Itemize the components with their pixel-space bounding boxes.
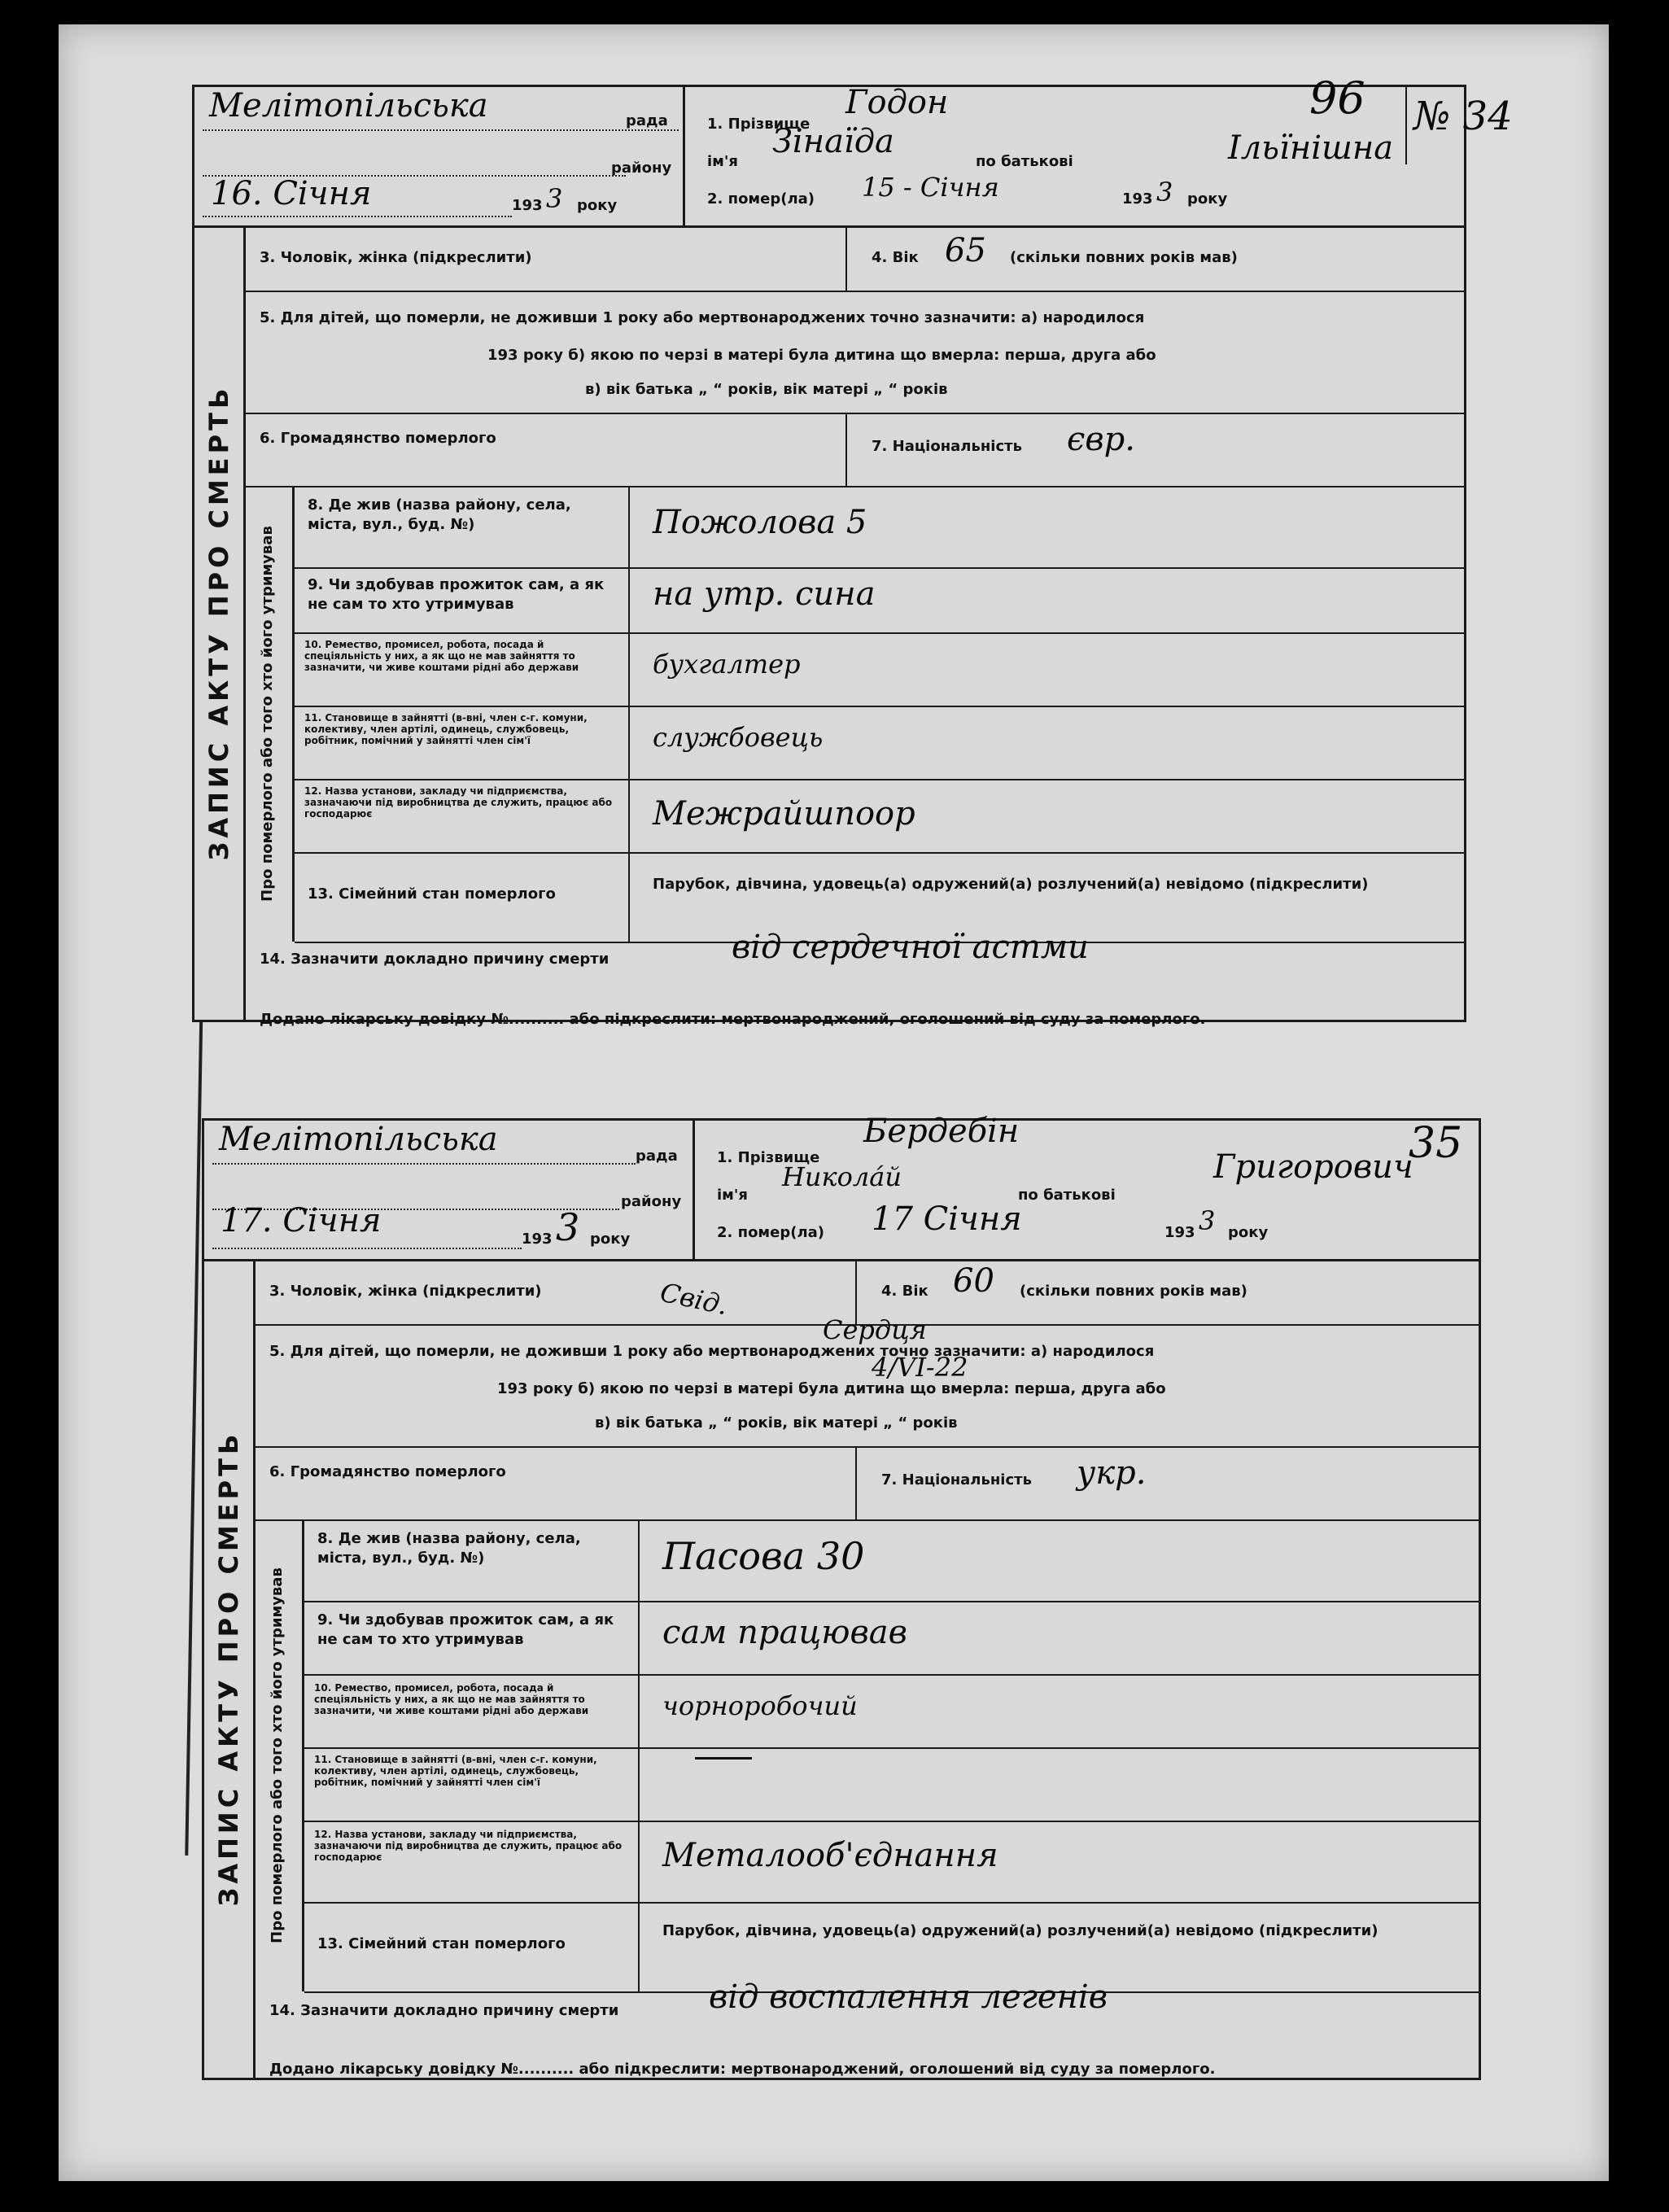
death-date-value: 17 Січня [872, 1200, 1022, 1238]
position-row [304, 1747, 1479, 1822]
surname-label: 1. Прізвище [717, 1149, 820, 1166]
citizenship-cell [253, 1446, 857, 1519]
age-value: 60 [953, 1262, 994, 1300]
cause-label: 14. Зазначити докладно причину смерти [260, 951, 609, 968]
registration-date-value: 17. Січня [221, 1202, 382, 1239]
death-record-card-1 [192, 72, 1513, 1028]
year-prefix: 193 [512, 197, 543, 214]
position-row [295, 706, 1464, 780]
handwritten-note-3: 4/VI-22 [872, 1352, 968, 1383]
residence-value: Пасова 30 [662, 1534, 865, 1578]
support-value: сам працював [662, 1614, 907, 1651]
nationality-value: євр. [1067, 421, 1136, 458]
handwritten-note-2: Сердця [823, 1314, 927, 1345]
footer-note: Додано лікарську довідку №.......... або підкреслити: мертвонароджений, оголошений від суду за померлого. [260, 1011, 1206, 1028]
identity-header [683, 72, 1513, 228]
age-label: 4. Вік [872, 249, 919, 266]
occupation-row [295, 632, 1464, 707]
citizenship-label: 6. Громадянство померлого [260, 430, 496, 447]
position-dash [695, 1757, 752, 1760]
death-year-digit: 3 [1199, 1205, 1216, 1236]
sub-side-column [253, 1519, 304, 1991]
roku-label: року [577, 197, 618, 214]
residence-row [304, 1519, 1479, 1602]
residence-row [295, 486, 1464, 569]
death-year-prefix: 193 [1122, 190, 1153, 208]
occupation-row [304, 1674, 1479, 1749]
name-label: ім'я [707, 153, 738, 170]
age-value: 65 [945, 232, 986, 269]
rada-label: рада [626, 112, 668, 129]
death-roku-label: року [1228, 1224, 1269, 1241]
support-value: на утр. сина [653, 575, 876, 613]
council-line [203, 129, 679, 131]
patronymic-value: Григорович [1213, 1148, 1413, 1186]
name-value: Зінаїда [772, 123, 894, 160]
nationality-value: укр. [1077, 1454, 1147, 1492]
support-label: 9. Чи здобував прожиток сам, а як не сам то хто утримував [308, 576, 605, 613]
date-line [203, 216, 512, 217]
side-title-column [204, 1259, 256, 2078]
employer-value: Межрайшпоор [653, 795, 915, 833]
support-label: 9. Чи здобував прожиток сам, а як не сам то хто утримував [317, 1611, 614, 1648]
name-value: Никола́й [782, 1161, 902, 1192]
employer-label-cell [295, 779, 630, 852]
cause-row [253, 1978, 1479, 2078]
side-title-column [194, 225, 246, 1020]
number-box-line [1405, 87, 1407, 164]
record-number: 35 [1409, 1119, 1463, 1168]
death-year-prefix: 193 [1164, 1224, 1195, 1241]
employer-value: Металооб'єднання [662, 1837, 998, 1874]
record-number: № 34 [1413, 94, 1513, 139]
age-label: 4. Вік [881, 1283, 928, 1300]
residence-label-cell [304, 1519, 640, 1601]
sex-age-row [243, 225, 1464, 292]
document-page [59, 24, 1609, 2181]
side-title: ЗАПИС АКТУ ПРО СМЕРТЬ [213, 1430, 244, 1907]
support-label-cell [295, 567, 630, 632]
died-label: 2. помер(ла) [707, 190, 815, 208]
nationality-cell [857, 1446, 1479, 1519]
occupation-label-cell [295, 632, 630, 706]
surname-label: 1. Прізвище [707, 116, 810, 133]
children-line-3: в) вік батька „ “ років, вік матері „ “ років [595, 1414, 958, 1432]
children-line-3: в) вік батька „ “ років, вік матері „ “ років [585, 381, 948, 398]
council-line [212, 1163, 636, 1165]
employer-row [295, 779, 1464, 854]
identity-header [693, 1113, 1479, 1261]
cause-label: 14. Зазначити докладно причину смерти [269, 2002, 619, 2019]
position-label-cell [304, 1747, 640, 1821]
marital-label: 13. Сімейний стан померлого [308, 885, 556, 903]
age-suffix: (скільки повних років мав) [1020, 1283, 1247, 1300]
employer-label: 12. Назва установи, закладу чи підприємства, зазначаючи під виробництва де служить, працює або господарює [314, 1829, 623, 1863]
sex-label: 3. Чоловік, жінка (підкреслити) [260, 249, 532, 266]
death-year-digit: 3 [1156, 177, 1173, 208]
sub-side-title: Про померлого або того хто його утримував [269, 1567, 286, 1943]
age-suffix: (скільки повних років мав) [1010, 249, 1238, 266]
name-label: ім'я [717, 1187, 748, 1204]
roku-label: року [590, 1231, 631, 1248]
residence-label: 8. Де жив (назва району, села, міста, вул., буд. №) [317, 1530, 581, 1567]
residence-value: Пожолова 5 [653, 504, 867, 541]
marital-label-cell [295, 852, 630, 942]
council-value: Мелітопільська [219, 1121, 498, 1158]
year-prefix: 193 [522, 1231, 553, 1248]
position-value: службовець [653, 722, 824, 753]
residence-label-cell [295, 486, 630, 567]
occupation-label-cell [304, 1674, 640, 1747]
patronymic-value: Ільїнішна [1228, 129, 1394, 167]
number-mark: 96 [1309, 72, 1365, 124]
occupation-label: 10. Ремество, промисел, робота, посада й спеціяльність у них, а як що не мав зайняття то зазначити, чи живе коштами рідні або держави [304, 639, 579, 673]
death-roku-label: року [1187, 190, 1228, 208]
position-label: 11. Становище в зайнятті (в-вні, член с-г. комуни, колективу, член артілі, одинець, службовець, робітник, помічний у зайнятті член сім'ї [304, 712, 588, 746]
employer-label-cell [304, 1821, 640, 1902]
registration-header [204, 1121, 695, 1261]
employer-label: 12. Назва установи, закладу чи підприємства, зазначаючи під виробництва де служить, працює або господарює [304, 785, 613, 820]
surname-value: Годон [845, 84, 949, 121]
occupation-label: 10. Ремество, промисел, робота, посада й спеціяльність у них, а як що не мав зайняття то зазначити, чи живе коштами рідні або держави [314, 1682, 589, 1716]
marital-label: 13. Сімейний стан померлого [317, 1935, 566, 1952]
raion-label: району [611, 160, 672, 177]
support-row [304, 1601, 1479, 1676]
employer-row [304, 1821, 1479, 1904]
age-cell [847, 225, 1464, 291]
citizenship-row [243, 413, 1464, 487]
support-label-cell [304, 1601, 640, 1674]
sex-cell [243, 225, 847, 291]
children-line-2: 193 року б) якою по черзі в матері була дитина що вмерла: перша, друга або [497, 1380, 1166, 1397]
rada-label: рада [636, 1148, 678, 1165]
patronymic-label: по батькові [976, 153, 1073, 170]
cause-value: від сердечної астми [732, 929, 1089, 966]
children-row [253, 1314, 1479, 1448]
sub-side-column [243, 486, 295, 942]
cause-row [243, 929, 1464, 1028]
children-row [243, 291, 1464, 414]
nationality-label: 7. Національність [881, 1471, 1032, 1489]
occupation-value: чорноробочий [662, 1690, 858, 1721]
surname-value: Бердебін [863, 1113, 1020, 1150]
residence-label: 8. Де жив (назва району, села, міста, вул., буд. №) [308, 496, 571, 533]
registration-year-digit: 3 [546, 183, 563, 214]
nationality-label: 7. Національність [872, 438, 1022, 455]
died-label: 2. помер(ла) [717, 1224, 825, 1241]
side-title: ЗАПИС АКТУ ПРО СМЕРТЬ [203, 384, 234, 861]
citizenship-label: 6. Громадянство померлого [269, 1463, 506, 1480]
patronymic-label: по батькові [1018, 1187, 1116, 1204]
citizenship-row [253, 1446, 1479, 1521]
marital-options: Парубок, дівчина, удовець(а) одружений(а) розлучений(а) невідомо (підкреслити) [662, 1922, 1378, 1939]
registration-date-value: 16. Січня [211, 175, 372, 212]
marital-options: Парубок, дівчина, удовець(а) одружений(а) розлучений(а) невідомо (підкреслити) [653, 876, 1369, 893]
children-line-1: 5. Для дітей, що померли, не доживши 1 року або мертвонароджених точно зазначити: а) народилося [269, 1343, 1155, 1360]
handwritten-note-1: Свід. [657, 1276, 731, 1322]
nationality-cell [847, 413, 1464, 486]
citizenship-cell [243, 413, 847, 486]
children-line-1: 5. Для дітей, що померли, не доживши 1 року або мертвонароджених точно зазначити: а) народилося [260, 309, 1145, 326]
position-label-cell [295, 706, 630, 779]
registration-header [194, 87, 685, 228]
sex-cell [253, 1259, 857, 1324]
death-record-card-2 [202, 1113, 1481, 2080]
cause-value: від воспалення легенів [709, 1978, 1108, 2016]
children-line-2: 193 року б) якою по черзі в матері була дитина що вмерла: перша, друга або [487, 347, 1156, 364]
registration-year-digit: 3 [556, 1205, 580, 1249]
death-date-value: 15 - Січня [862, 172, 999, 203]
sub-side-title: Про померлого або того хто його утримував [259, 526, 276, 902]
marital-label-cell [304, 1902, 640, 1991]
age-cell [857, 1259, 1479, 1324]
raion-label: району [621, 1193, 682, 1210]
occupation-value: бухгалтер [653, 649, 801, 680]
council-value: Мелітопільська [209, 87, 488, 125]
support-row [295, 567, 1464, 634]
position-label: 11. Становище в зайнятті (в-вні, член с-г. комуни, колективу, член артілі, одинець, службовець, робітник, помічний у зайнятті член сім'ї [314, 1754, 597, 1788]
date-line [212, 1248, 522, 1249]
sex-label: 3. Чоловік, жінка (підкреслити) [269, 1283, 542, 1300]
footer-note: Додано лікарську довідку №.......... або підкреслити: мертвонароджений, оголошений від суду за померлого. [269, 2061, 1216, 2078]
